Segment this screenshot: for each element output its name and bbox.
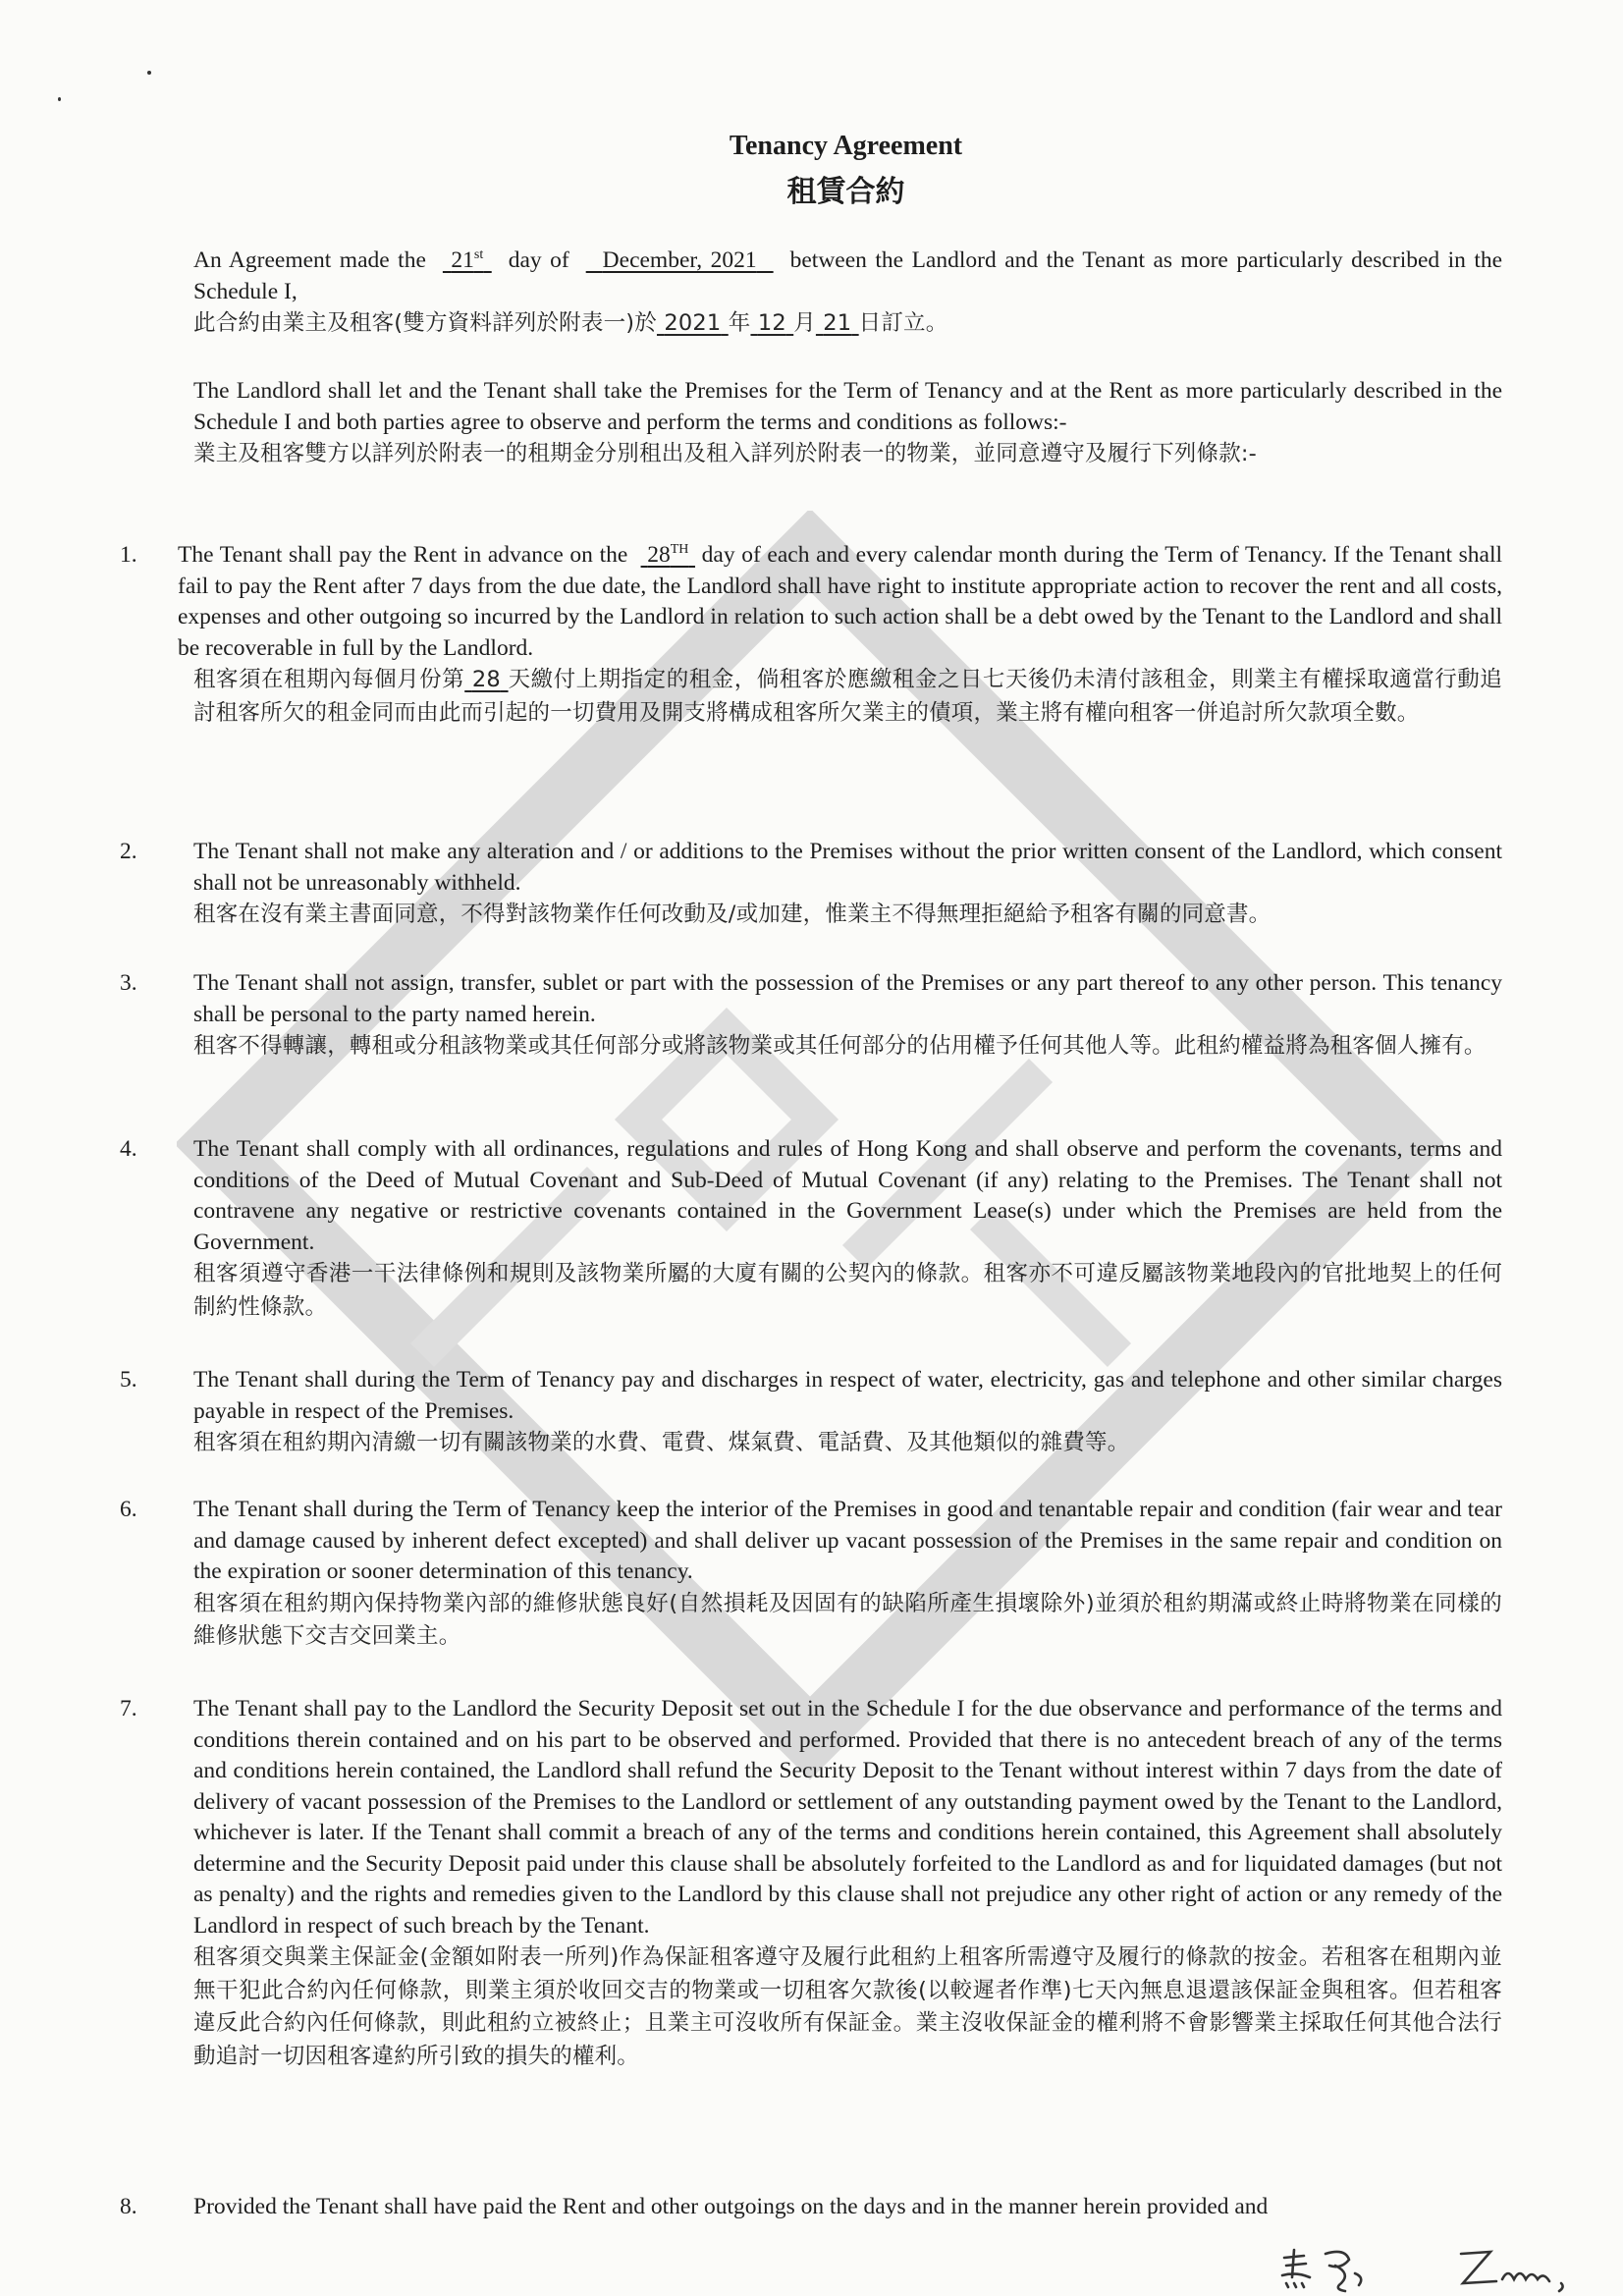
clause-1 — [120, 540, 1502, 730]
zh-day-field: 21 — [823, 310, 852, 336]
preamble-en: The Landlord shall let and the Tenant shall take the Premises for the Term of Tenancy and at the Rent as more particularly described in the Schedule I and both parties agree to observe and perform the terms and conditions as follows:- — [193, 378, 1502, 435]
agreement-day-field: 21st — [451, 247, 484, 273]
clause-en: The Tenant shall during the Term of Tenancy keep the interior of the Premises in good and tenantable repair and condition (fair wear and tear and damage caused by inherent defect excepted) and shall deliver up vacant possession of the Premises in the same repair and condition on the expiration or sooner determination of this tenancy. — [193, 1497, 1502, 1584]
document-title: Tenancy Agreement — [729, 131, 963, 161]
clause-8 — [120, 2192, 1502, 2223]
zh-rent-day-field: 28 — [471, 667, 501, 692]
zh-year-field: 2021 — [664, 310, 722, 336]
scan-speck — [147, 71, 151, 75]
clause-number: 7. — [120, 1696, 137, 1722]
preamble-zh: 業主及租客雙方以詳列於附表一的租期金分別租出及租入詳列於附表一的物業，並同意遵守及履行下列條款:- — [193, 441, 1258, 466]
clause-en: The Tenant shall comply with all ordinances, regulations and rules of Hong Kong and shall observe and perform the covenants, terms and conditions of the Deed of Mutual Covenant and Sub-Deed of Mutual Covenant (if any) relating to the Premises. The Tenant shall not contravene any negative or restrictive covenants contained in the Government Lease(s) under which the Premises are held from the Government. — [193, 1136, 1502, 1255]
clause-3 — [120, 968, 1502, 1064]
clause-zh: 租客須遵守香港一干法律條例和規則及該物業所屬的大廈有關的公契內的條款。租客亦不可違反屬該物業地段內的官批地契上的任何制約性條款。 — [193, 1261, 1502, 1320]
tenant-initial-signature — [1276, 2244, 1384, 2293]
clause-number: 1. — [120, 542, 137, 568]
clause-en: The Tenant shall pay the Rent in advance on the 28TH day of each and every calendar month during the Term of Tenancy. If the Tenant shall fail to pay the Rent after 7 days from the due date, the Landlord shall have right to institute appropriate action to recover the rent and all costs, expenses and other outgoing so incurred by the Landlord in relation to such action shall be a debt owed by the Tenant to the Landlord and shall be recoverable in full by the Landlord. — [178, 542, 1503, 661]
agreement-month-field: December, 2021 — [602, 247, 757, 273]
clause-6 — [120, 1495, 1502, 1654]
clause-5 — [120, 1365, 1502, 1460]
clause-en: The Tenant shall not assign, transfer, sublet or part with the possession of the Premises or any part thereof to any other person. This tenancy shall be personal to the party named herein. — [193, 970, 1502, 1027]
clause-zh: 租客須交與業主保証金(金額如附表一所列)作為保証租客遵守及履行此租約上租客所需遵守及履行的條款的按金。若租客在租期內並無干犯此合約內任何條款，則業主須於收回交吉的物業或一切租客欠款後(以較遲者作準)七天內無息退還該保証金與租客。但若租客違反此合約內任何條款，則此租約立被終止；且業主可沒收所有保証金。業主沒收保証金的權利將不會影響業主採取任何其他合法行動追討一切因租客違約所引致的損失的權利。 — [193, 1944, 1502, 2069]
clause-number: 2. — [120, 839, 137, 864]
clause-zh: 租客須在租期內每個月份第 28 天繳付上期指定的租金，倘租客於應繳租金之日七天後仍未清付該租金，則業主有權採取適當行動追討租客所欠的租金同而由此而引起的一切費用及開支將構成租客所欠業主的債項，業主將有權向租客一併追討所欠款項全數。 — [193, 667, 1502, 726]
clause-number: 4. — [120, 1136, 137, 1162]
clause-zh: 租客不得轉讓，轉租或分租該物業或其任何部分或將該物業或其任何部分的佔用權予任何其他人等。此租約權益將為租客個人擁有。 — [193, 1033, 1487, 1059]
zh-month-field: 12 — [757, 310, 786, 336]
preamble — [193, 376, 1502, 471]
clause-zh: 租客須在租約期內保持物業內部的維修狀態良好(自然損耗及因固有的缺陷所產生損壞除外)並須於租約期滿或終止時將物業在同樣的維修狀態下交吉交回業主。 — [193, 1590, 1502, 1649]
clause-zh: 租客須在租約期內清繳一切有關該物業的水費、電費、煤氣費、電話費、及其他類似的雜費等。 — [193, 1430, 1130, 1455]
clause-en: Provided the Tenant shall have paid the Rent and other outgoings on the days and in the manner herein provided and — [193, 2194, 1269, 2219]
intro-en: An Agreement made the 21st day of December, 2021 between the Landlord and the Tenant as more particularly described in the Schedule I, — [193, 247, 1503, 304]
scan-speck — [58, 97, 61, 101]
clause-2 — [120, 837, 1502, 932]
clause-en: The Tenant shall pay to the Landlord the Security Deposit set out in the Schedule I for the due observance and performance of the terms and conditions therein contained and on his part to be observed and performed. Provided that there is no antecedent breach of any of the terms and conditions herein contained, the Landlord shall refund the Security Deposit to the Tenant without interest within 7 days from the date of delivery of vacant possession of the Premises to the Landlord or settlement of any outstanding payment owed by the Tenant to the Landlord, whichever is later. If the Tenant shall commit a breach of any of the terms and conditions herein contained, this Agreement shall absolutely determine and the Security Deposit paid under this clause shall be absolutely forfeited to the Landlord as and for liquidated damages (but not as penalty) and the rights and remedies given to the Landlord by this clause shall not prejudice any other right of action or any remedy of the Landlord in respect of such breach by the Tenant. — [193, 1696, 1502, 1939]
clause-zh: 租客在沒有業主書面同意，不得對該物業作任何改動及/或加建，惟業主不得無理拒絕給予租客有關的同意書。 — [193, 902, 1271, 927]
clause-en: The Tenant shall not make any alteration and / or additions to the Premises without the prior written consent of the Landlord, which consent shall not be unreasonably withheld. — [193, 839, 1502, 896]
document-title-zh: 租賃合約 — [786, 175, 905, 209]
clause-en: The Tenant shall during the Term of Tenancy pay and discharges in respect of water, electricity, gas and telephone and other similar charges payable in respect of the Premises. — [193, 1367, 1502, 1424]
intro-zh: 此合約由業主及租客(雙方資料詳列於附表一)於 2021 年 12 月 21 日訂立。 — [193, 310, 948, 336]
clause-number: 6. — [120, 1497, 137, 1522]
landlord-initial-signature — [1453, 2244, 1581, 2293]
clause-number: 5. — [120, 1367, 137, 1393]
rent-day-field: 28TH — [647, 542, 689, 568]
clause-7 — [120, 1694, 1502, 2073]
clause-number: 3. — [120, 970, 137, 996]
agreement-intro — [193, 246, 1502, 341]
clause-number: 8. — [120, 2194, 137, 2219]
clause-4 — [120, 1134, 1502, 1324]
